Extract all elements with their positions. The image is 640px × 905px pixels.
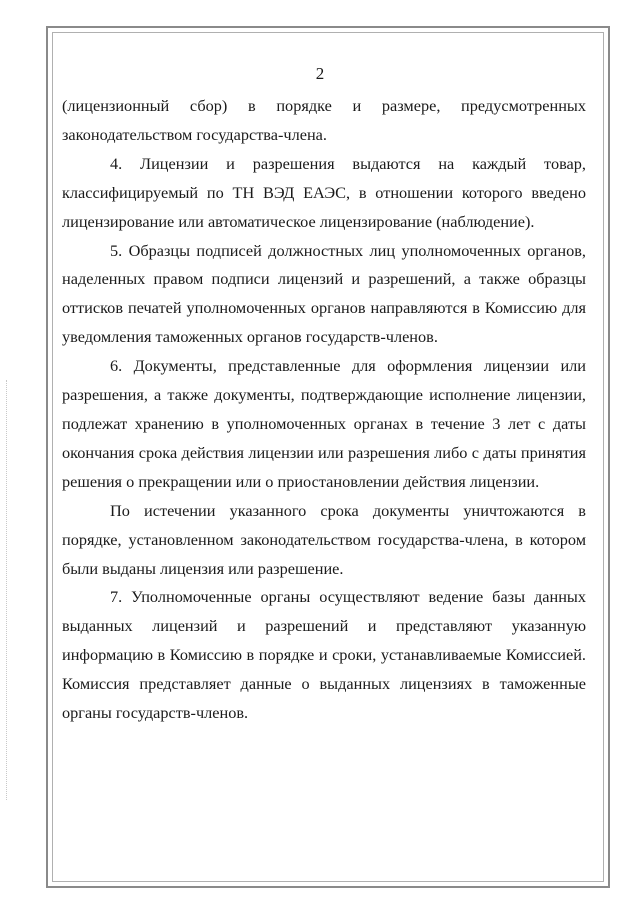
document-body	[62, 92, 586, 728]
paragraph-item-6-continuation: По истечении указанного срока документы уничтожаются в порядке, установленном законодательством государства-члена, в котором были выданы лицензия или разрешение.	[62, 500, 586, 578]
paragraph-item-5: 5. Образцы подписей должностных лиц уполномоченных органов, наделенных правом подписи лицензий и разрешений, а также образцы оттисков печатей уполномоченных органов направляются в Комиссию для уведомления таможенных органов государств-членов.	[62, 240, 586, 347]
paragraph-item-4: 4. Лицензии и разрешения выдаются на каждый товар, классифицируемый по ТН ВЭД ЕАЭС, в отношении которого введено лицензирование или автоматическое лицензирование (наблюдение).	[62, 153, 586, 231]
page-number: 2	[315, 64, 325, 83]
paragraph-fee-continuation: (лицензионный сбор) в порядке и размере, предусмотренных законодательством государства-члена.	[62, 96, 586, 144]
paragraph-item-7: 7. Уполномоченные органы осуществляют ведение базы данных выданных лицензий и разрешений и представляют указанную информацию в Комиссию в порядке и сроки, устанавливаемые Комиссией. Комиссия представляет данные о выданных лицензиях в таможенные органы государств-членов.	[62, 587, 586, 723]
paragraph-item-6: 6. Документы, представленные для оформления лицензии или разрешения, а также документы, подтверждающие исполнение лицензии, подлежат хранению в уполномоченных органах в течение 3 лет с даты окончания срока действия лицензии или разрешения либо с даты принятия решения о прекращении или о приостановлении действия лицензии.	[62, 356, 586, 491]
scan-artifact	[6, 380, 10, 800]
